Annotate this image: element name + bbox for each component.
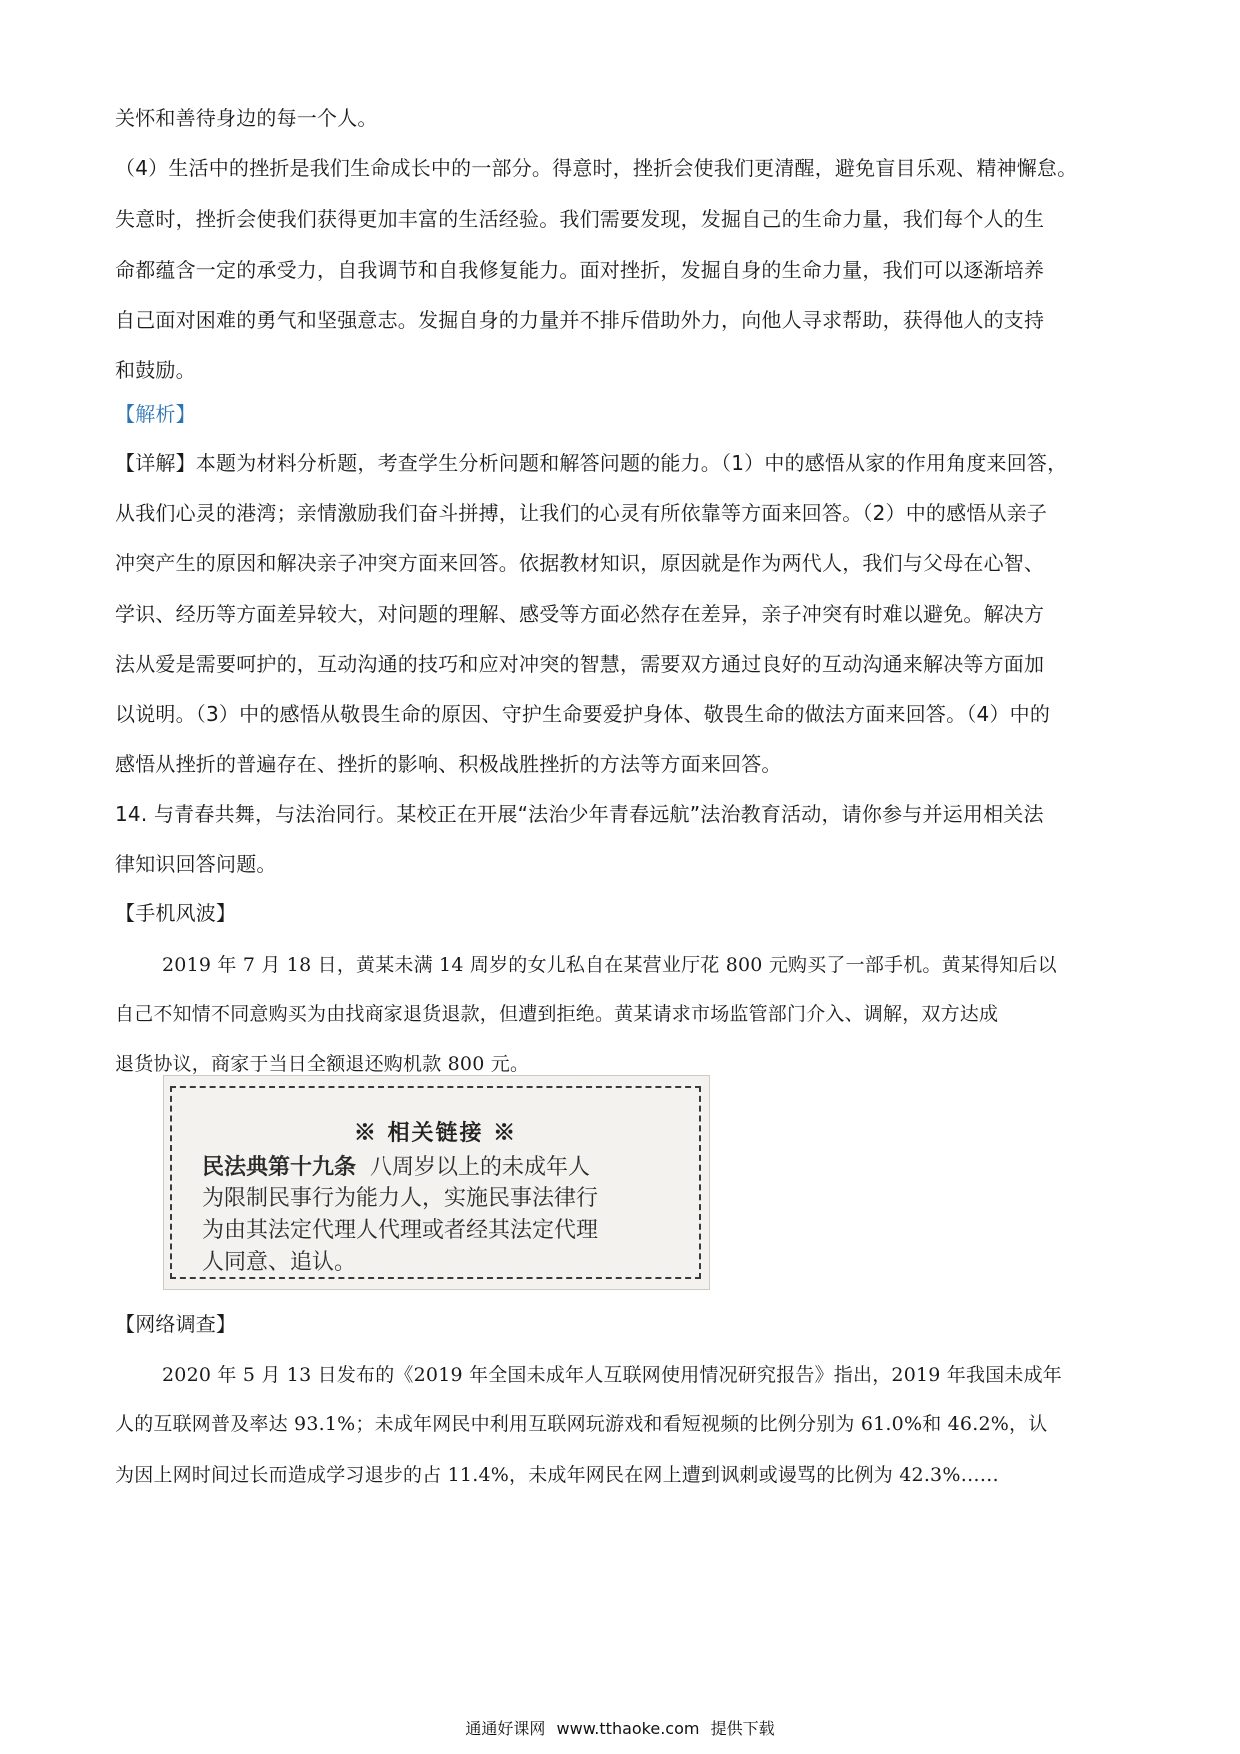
answer-line: （4）生活中的挫折是我们生命成长中的一部分。得意时，挫折会使我们更清醒，避免盲目乐观、精神懈怠。 [115,156,1078,180]
answer-line: 关怀和善待身边的每一个人。 [115,106,378,130]
section-survey-line: 2020 年 5 月 13 日发布的《2019 年全国未成年人互联网使用情况研究报告》指出，2019 年我国未成年 [162,1364,1063,1386]
answer-line: 命都蕴含一定的承受力，自我调节和自我修复能力。面对挫折，发掘自身的生命力量，我们可以逐渐培养 [115,258,1045,282]
section-heading-phone: 【手机风波】 [115,901,237,925]
civil-code-article: 民法典第十九条 [202,1154,357,1180]
related-link-title: ※ 相关链接 ※ [353,1120,518,1146]
detail-line: 学识、经历等方面差异较大，对问题的理解、感受等方面必然存在差异，亲子冲突有时难以避免。解决方 [115,602,1045,626]
detail-line: 冲突产生的原因和解决亲子冲突方面来回答。依据教材知识，原因就是作为两代人，我们与父母在心智、 [115,551,1045,575]
footer-url[interactable]: www.tthaoke.com [556,1719,700,1738]
analysis-heading: 【解析】 [115,402,196,426]
section-phone-line: 自己不知情不同意购买为由找商家退货退款，但遭到拒绝。黄某请求市场监管部门介入、调解，双方达成 [115,1003,999,1025]
section-heading-survey: 【网络调查】 [115,1312,237,1336]
section-phone-line: 退货协议，商家于当日全额退还购机款 800 元。 [115,1053,530,1075]
section-phone-line: 2019 年 7 月 18 日，黄某未满 14 周岁的女儿私自在某营业厅花 800 元购买了一部手机。黄某得知后以 [162,954,1057,976]
link-text-line: 为限制民事行为能力人，实施民事法律行 [202,1186,599,1211]
link-text-line [202,1152,590,1183]
section-survey-line: 人的互联网普及率达 93.1%；未成年网民中利用互联网玩游戏和看短视频的比例分别为 61.0%和 46.2%，认 [115,1413,1048,1435]
detail-line: 感悟从挫折的普遍存在、挫折的影响、积极战胜挫折的方法等方面来回答。 [115,752,782,776]
section-survey-line: 为因上网时间过长而造成学习退步的占 11.4%，未成年网民在网上遭到讽刺或谩骂的比例为 42.3%…… [115,1464,999,1486]
answer-line: 自己面对困难的勇气和坚强意志。发掘自身的力量并不排斥借助外力，向他人寻求帮助，获得他人的支持 [115,308,1045,332]
related-link-clipping [163,1075,710,1290]
detail-line: 从我们心灵的港湾；亲情激励我们奋斗拼搏，让我们的心灵有所依靠等方面来回答。（2）中的感悟从亲子 [115,501,1048,525]
detail-line: 【详解】本题为材料分析题，考查学生分析问题和解答问题的能力。（1）中的感悟从家的作用角度来回答， [115,451,1068,475]
link-text-line: 人同意、追认。 [202,1250,357,1275]
link-text-line: 为由其法定代理人代理或者经其法定代理 [202,1218,599,1243]
question-line: 律知识回答问题。 [115,852,277,876]
detail-line: 法从爱是需要呵护的，互动沟通的技巧和应对冲突的智慧，需要双方通过良好的互动沟通来解决等方面加 [115,652,1045,676]
footer-suffix: 提供下载 [710,1719,775,1738]
link-text-segment: 八周岁以上的未成年人 [370,1155,591,1180]
answer-line: 失意时，挫折会使我们获得更加丰富的生活经验。我们需要发现，发掘自己的生命力量，我们每个人的生 [115,207,1045,231]
page-footer [0,1716,1240,1739]
question-line: 14. 与青春共舞，与法治同行。某校正在开展“法治少年青春远航”法治教育活动，请你参与并运用相关法 [115,802,1044,826]
dashed-border [170,1086,701,1279]
detail-line: 以说明。（3）中的感悟从敬畏生命的原因、守护生命要爱护身体、敬畏生命的做法方面来回答。（4）中的 [115,702,1051,726]
footer-site-name: 通通好课网 [465,1719,546,1738]
answer-line: 和鼓励。 [115,358,196,382]
